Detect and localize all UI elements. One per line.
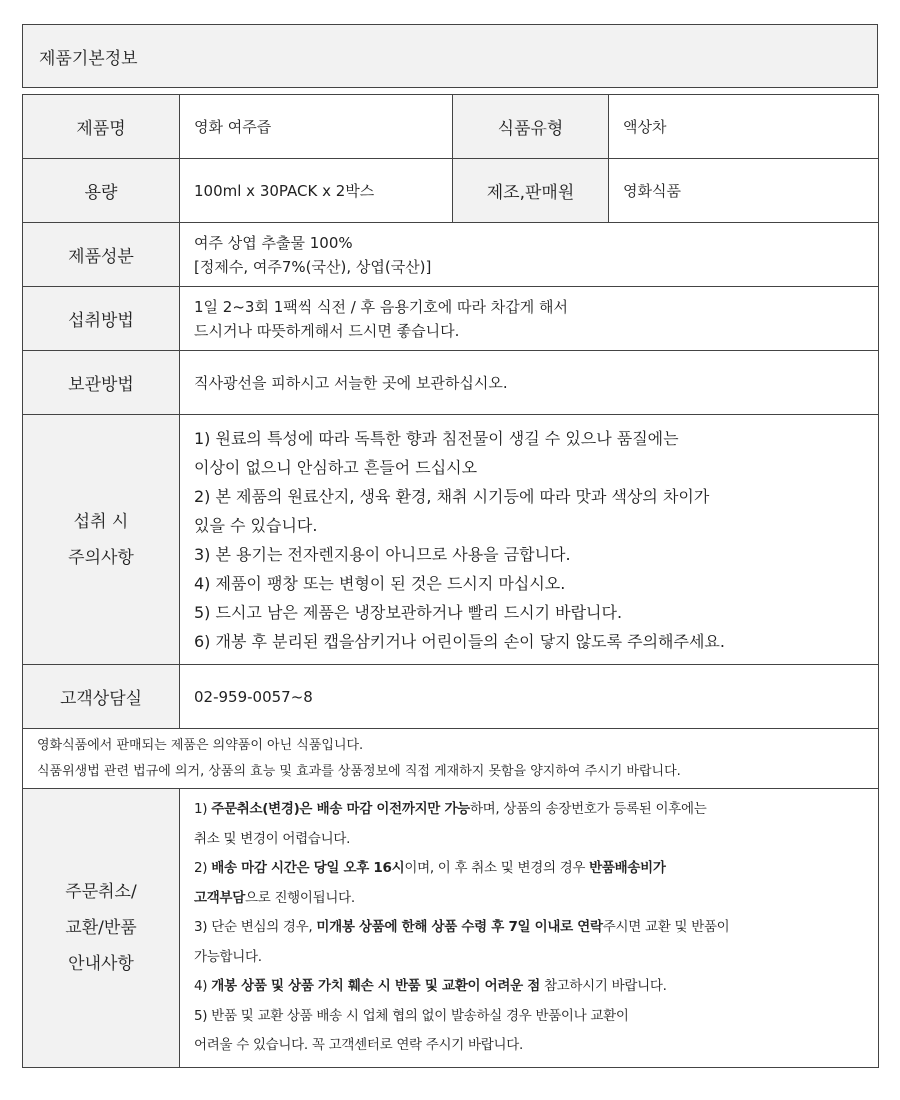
returns-line: 가능합니다.	[194, 948, 262, 965]
product-info-header	[22, 24, 878, 88]
caution-notes	[180, 415, 879, 665]
returns-emphasis: 개봉 상품 및 상품 가치 훼손 시 반품 및 교환이 어려운 점	[211, 978, 540, 994]
returns-text: 1)	[194, 801, 212, 817]
returns-notes	[180, 789, 879, 1068]
row-customer-service	[23, 665, 879, 729]
food-type-value: 액상차	[609, 95, 879, 159]
caution-line: 2) 본 제품의 원료산지, 생육 환경, 채취 시기등에 따라 맛과 색상의 차이가	[194, 486, 710, 506]
returns-text: 하며, 상품의 송장번호가 등록된 이후에는	[469, 801, 707, 817]
caution-line: 있을 수 있습니다.	[194, 515, 318, 535]
returns-line: 어려울 수 있습니다. 꼭 고객센터로 연락 주시기 바랍니다.	[194, 1037, 523, 1053]
returns-text: 주시면 교환 및 반품이	[602, 919, 730, 935]
ingredients-line: [정제수, 여주7%(국산), 상엽(국산)]	[194, 257, 432, 276]
caution-label	[23, 415, 180, 665]
returns-text: 으로 진행이됩니다.	[244, 889, 355, 906]
row-caution	[23, 415, 879, 665]
disclaimer-line: 식품위생법 관련 법규에 의거, 상품의 효능 및 효과를 상품정보에 직접 게재하지 못함을 양지하여 주시기 바랍니다.	[37, 763, 681, 779]
maker-value: 영화식품	[609, 159, 879, 223]
row-volume	[23, 159, 879, 223]
returns-text: 이며, 이 후 취소 및 변경의 경우	[404, 860, 590, 876]
row-storage	[23, 351, 879, 415]
returns-emphasis: 고객부담	[194, 889, 245, 906]
caution-line: 5) 드시고 남은 제품은 냉장보관하거나 빨리 드시기 바랍니다.	[194, 602, 623, 622]
returns-line	[194, 913, 866, 943]
storage-label: 보관방법	[23, 351, 180, 415]
returns-line	[194, 854, 866, 884]
product-name-label: 제품명	[23, 95, 180, 159]
returns-text: 참고하시기 바랍니다.	[539, 978, 667, 994]
returns-emphasis: 배송 마감 시간은 당일 오후 16시	[211, 860, 405, 876]
storage-value: 직사광선을 피하시고 서늘한 곳에 보관하십시오.	[180, 351, 879, 415]
intake-label: 섭취방법	[23, 287, 180, 351]
row-ingredients	[23, 223, 879, 287]
caution-label-line: 주의사항	[68, 547, 134, 568]
caution-line: 3) 본 용기는 전자렌지용이 아니므로 사용을 금합니다.	[194, 544, 571, 564]
returns-line	[194, 795, 866, 825]
returns-text: 3) 단순 변심의 경우,	[194, 919, 317, 935]
food-type-label: 식품유형	[453, 95, 609, 159]
returns-line	[194, 972, 866, 1002]
returns-emphasis: 미개봉 상품에 한해 상품 수령 후 7일 이내로 연락	[316, 919, 603, 935]
volume-label: 용량	[23, 159, 180, 223]
caution-line: 6) 개봉 후 분리된 캡을삼키거나 어린이들의 손이 닿지 않도록 주의해주세요.	[194, 631, 725, 651]
returns-line: 취소 및 변경이 어렵습니다.	[194, 830, 351, 847]
returns-label-line: 안내사항	[68, 953, 134, 974]
returns-label-line: 주문취소/	[65, 881, 137, 902]
product-name-value: 영화 여주즙	[180, 95, 453, 159]
intake-line: 1일 2~3회 1팩씩 식전 / 후 음용기호에 따라 차갑게 해서	[194, 297, 569, 316]
ingredients-label: 제품성분	[23, 223, 180, 287]
disclaimer	[23, 729, 879, 789]
caution-line: 이상이 없으니 안심하고 흔들어 드십시오	[194, 457, 478, 477]
disclaimer-line: 영화식품에서 판매되는 제품은 의약품이 아닌 식품입니다.	[37, 737, 364, 753]
returns-label	[23, 789, 180, 1068]
returns-label-line: 교환/반품	[65, 917, 137, 938]
row-returns	[23, 789, 879, 1068]
ingredients-line: 여주 상엽 추출물 100%	[194, 233, 353, 252]
caution-line: 1) 원료의 특성에 따라 독특한 향과 침전물이 생길 수 있으나 품질에는	[194, 428, 679, 448]
maker-label: 제조,판매원	[453, 159, 609, 223]
ingredients-value	[180, 223, 879, 287]
caution-line: 4) 제품이 팽창 또는 변형이 된 것은 드시지 마십시오.	[194, 573, 566, 593]
returns-emphasis: 주문취소(변경)은 배송 마감 이전까지만 가능	[211, 801, 470, 817]
caution-label-line: 섭취 시	[73, 511, 129, 532]
cs-phone: 02-959-0057~8	[180, 665, 879, 729]
returns-text: 4)	[194, 978, 212, 994]
header-title: 제품기본정보	[39, 48, 138, 69]
product-info-table	[22, 94, 879, 1068]
volume-value: 100ml x 30PACK x 2박스	[180, 159, 453, 223]
row-product-name	[23, 95, 879, 159]
returns-line	[194, 884, 866, 914]
row-intake	[23, 287, 879, 351]
returns-line: 5) 반품 및 교환 상품 배송 시 업체 협의 없이 발송하실 경우 반품이나 교환이	[194, 1007, 629, 1024]
intake-value	[180, 287, 879, 351]
returns-text: 2)	[194, 860, 212, 876]
cs-label: 고객상담실	[23, 665, 180, 729]
returns-emphasis: 반품배송비가	[589, 860, 666, 876]
row-disclaimer	[23, 729, 879, 789]
intake-line: 드시거나 따뜻하게해서 드시면 좋습니다.	[194, 321, 460, 340]
